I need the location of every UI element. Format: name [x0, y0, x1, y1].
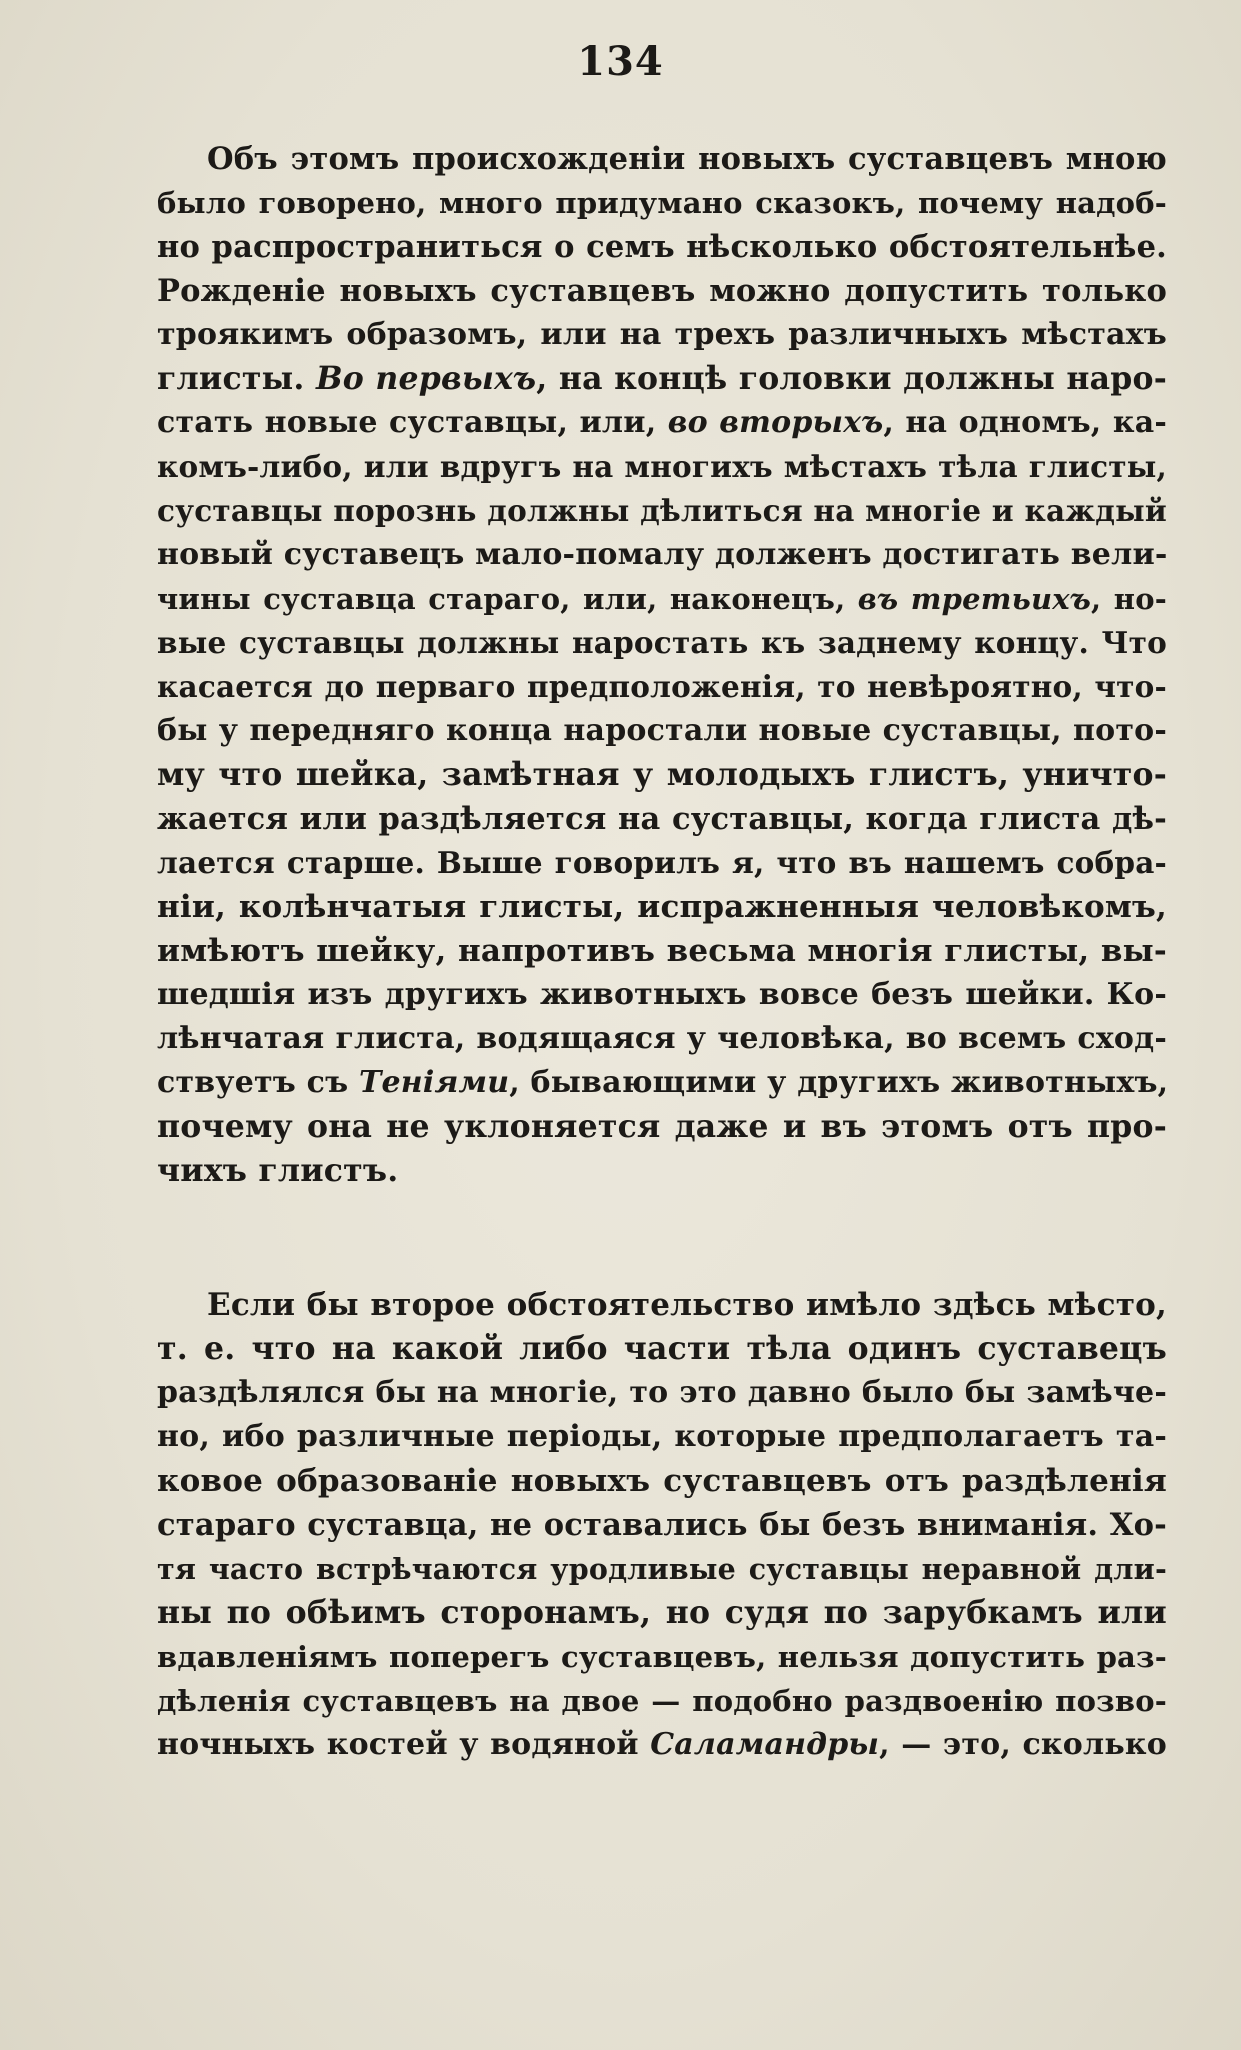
text-line: тя часто встрѣчаются уродливые суставцы неравной дли- — [157, 1552, 1167, 1586]
page-number: 134 — [577, 38, 664, 85]
text-line: Объ этомъ происхожденіи новыхъ суставцевъ мною — [207, 141, 1167, 177]
text-line: ковое образованіе новыхъ суставцевъ отъ раздѣленія — [157, 1463, 1167, 1499]
text-line: ствуетъ съ Теніями, бывающими у другихъ животныхъ, — [157, 1065, 1169, 1100]
text-line: ночныхъ костей у водяной Саламандры, — это, сколько — [157, 1727, 1167, 1762]
text-line: глисты. Во первыхъ, на концѣ головки должны наро- — [157, 360, 1167, 397]
italic-term: Саламандры — [650, 1727, 880, 1762]
text-line: касается до перваго предположенія, то невѣроятно, что- — [157, 669, 1167, 704]
text-line: чихъ глистъ. — [157, 1152, 399, 1189]
text-line: т. е. что на какой либо части тѣла одинъ суставецъ — [157, 1330, 1167, 1367]
text-line: вые суставцы должны наростать къ заднему концу. Что — [157, 625, 1167, 660]
text-line: было говорено, много придумано сказокъ, почему надоб- — [157, 186, 1167, 220]
text-line: комъ-либо, или вдругъ на многихъ мѣстахъ тѣла глисты, — [157, 449, 1167, 484]
text-line: вдавленіямъ поперегъ суставцевъ, нельзя допустить раз- — [157, 1640, 1167, 1674]
text-line: раздѣлялся бы на многіе, то это давно было бы замѣче- — [157, 1375, 1167, 1410]
text-line: Если бы второе обстоятельство имѣло здѣсь мѣсто, — [207, 1287, 1167, 1323]
italic-term: Во первыхъ — [315, 360, 537, 397]
text-line: имѣютъ шейку, напротивъ весьма многія глисты, вы- — [157, 933, 1167, 969]
text-line: му что шейка, замѣтная у молодыхъ глистъ, уничто- — [157, 756, 1167, 793]
italic-term: въ третьихъ — [857, 582, 1092, 616]
text-line: бы у передняго конца наростали новые суставцы, пото- — [157, 713, 1167, 748]
italic-term: во вторыхъ — [667, 405, 884, 440]
text-line: жается или раздѣляется на суставцы, когда глиста дѣ- — [157, 801, 1167, 837]
text-line: лѣнчатая глиста, водящаяся у человѣка, во всемъ сход- — [157, 1021, 1167, 1056]
text-line: дѣленія суставцевъ на двое — подобно раздвоенію позво- — [157, 1684, 1167, 1718]
text-line: шедшія изъ другихъ животныхъ вовсе безъ шейки. Ко- — [157, 977, 1167, 1012]
text-line: почему она не уклоняется даже и въ этомъ отъ про- — [157, 1108, 1167, 1145]
text-line: но распространиться о семъ нѣсколько обстоятельнѣе. — [157, 229, 1167, 265]
text-line: Рожденіе новыхъ суставцевъ можно допустить только — [157, 273, 1167, 309]
text-line: новый суставецъ мало-помалу долженъ достигать вели- — [157, 537, 1168, 572]
text-line: трoякимъ образомъ, или на трехъ различныхъ мѣстахъ — [157, 317, 1167, 352]
text-line: лается старше. Выше говорилъ я, что въ нашемъ собра- — [157, 845, 1167, 880]
text-line: ніи, колѣнчатыя глисты, испражненныя человѣкомъ, — [157, 889, 1167, 925]
text-line: ны по обѣимъ сторонамъ, но судя по зарубкамъ или — [157, 1594, 1167, 1631]
text-line: стать новые суставцы, или, во вторыхъ, на одномъ, ка- — [157, 405, 1167, 440]
italic-term: Теніями — [358, 1065, 510, 1100]
text-line: но, ибо различные періоды, которые предполагаетъ та- — [157, 1419, 1167, 1454]
text-line: стараго суставца, не оставались бы безъ вниманія. Хо- — [157, 1507, 1167, 1543]
text-line: суставцы порознь должны дѣлиться на многіе и каждый — [157, 493, 1167, 528]
text-line: чины суставца стараго, или, наконецъ, въ третьихъ, но- — [157, 582, 1167, 616]
